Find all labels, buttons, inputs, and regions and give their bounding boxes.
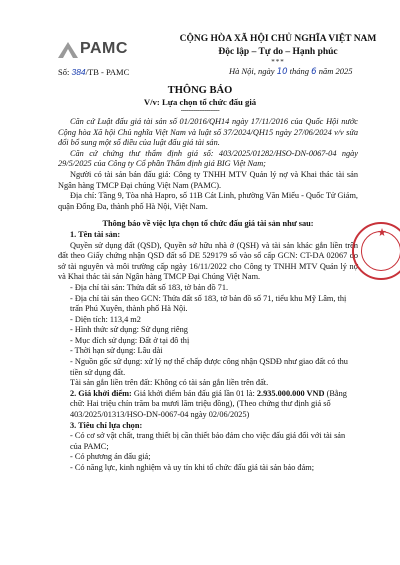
notice-heading: Thông báo về việc lựa chọn tổ chức đấu giá tài sản như sau: xyxy=(102,219,314,229)
list-item: - Nguồn gốc sử dụng: xử lý nợ thế chấp được công nhận QSDĐ như giao đất có thu tiền sử dụng đất. xyxy=(70,357,348,377)
list-item: Tài sản gắn liền trên đất: Không có tài sản gắn liền trên đất. xyxy=(70,378,269,388)
section-1-heading: 1. Tên tài sản: xyxy=(70,229,121,239)
section-3-heading: 3. Tiêu chí lựa chọn: xyxy=(70,420,143,430)
starting-price: 2.935.000.000 VND xyxy=(256,388,325,398)
document-body xyxy=(58,117,358,474)
list-item: - Có năng lực, kinh nghiệm và uy tín khi tổ chức đấu giá tài sản bảo đảm; xyxy=(70,463,315,472)
list-item: - Có cơ sở vật chất, trang thiết bị cần thiết bảo đảm cho việc đấu giá đối với tài sản của PAMC; xyxy=(70,431,346,451)
list-item: - Địa chỉ tài sản: Thửa đất số 183, tờ bản đồ 71. xyxy=(70,282,229,292)
asset-owner: Người có tài sản bán đấu giá: Công ty TNHH MTV Quản lý nợ và Khai thác tài sản Ngân hàng TMCP Đại chúng Việt Nam (PAMC). xyxy=(58,169,358,190)
handwritten-number: 384 xyxy=(71,67,86,77)
legal-basis-1: Căn cứ Luật đấu giá tài sản số 01/2016/QH14 ngày 17/11/2016 của Quốc Hội nước Cộng hòa Xã hội Chủ nghĩa Việt Nam và luật số 37/2024/QH15 ngày 27/06/2024 v/v sửa đổi bổ sung một số điều của luật đấu giá tài sản. xyxy=(58,117,358,148)
org-logo xyxy=(58,40,138,60)
title-divider: --------------------- xyxy=(180,106,220,114)
list-item: - Địa chỉ tài sản theo GCN: Thửa đất số 183, tờ bản đồ số 71, tiểu khu Mỹ Lâm, thị trấn Phú Xuyên, thành phố Hà Nội. xyxy=(70,293,347,314)
pamc-logo-icon xyxy=(58,42,78,58)
nation-heading: CỘNG HÒA XÃ HỘI CHỦ NGHĨA VIỆT NAM xyxy=(179,34,377,44)
legal-basis-2: Căn cứ chứng thư thẩm định giá số: 403/2025/01282/HSO-DN-0067-04 ngày 29/5/2025 của Công ty Cổ phần Thẩm định giá BIG Việt Nam; xyxy=(58,148,358,169)
motto: Độc lập – Tự do – Hạnh phúc xyxy=(218,47,338,57)
owner-address: Địa chỉ: Tầng 9, Tòa nhà Hapro, số 11B Cát Linh, phường Văn Miếu - Quốc Tử Giám, quận Đống Đa, thành phố Hà Nội, Việt Nam. xyxy=(58,191,358,211)
document-title: THÔNG BÁO xyxy=(167,85,233,96)
logo-text: PAMC xyxy=(80,40,128,57)
company-seal xyxy=(352,222,400,280)
seal-star-icon xyxy=(378,228,386,236)
list-item: - Thời hạn sử dụng: Lâu dài xyxy=(70,346,163,356)
asset-description: Quyền sử dụng đất (QSD), Quyền sở hữu nhà ở (QSH) và tài sản khác gắn liền trên đất theo Giấy chứng nhận QSD đất số DE 529179 số vào sổ cấp GCN: CT-DA 02067 do sở tài nguyên và môi trường cấp ngày 16/11/2022 cho Công ty TNHH MTV Quản lý nợ và Khai thác tài sản Ngân hàng TMCP Đại Chúng Việt Nam. xyxy=(58,240,358,282)
list-item: - Có phương án đấu giá; xyxy=(70,452,151,462)
list-item: - Hình thức sử dụng: Sử dụng riêng xyxy=(70,325,188,335)
document-number: Số: 384/TB - PAMC xyxy=(58,67,130,77)
document-subtitle: V/v: Lựa chọn tổ chức đấu giá xyxy=(143,97,257,107)
section-2-heading: 2. Giá khởi điểm: Giá khởi điểm bán đấu giá lần 01 là: 2.935.000.000 VND (Bằng chữ: Hai triệu chín trăm ba mươi lăm triệu đồng), (Theo chứng thư định giá số 403/2025/01313/HSO-DN-0067-04 ngày 02/06/2025) xyxy=(70,388,347,420)
issue-date: Hà Nội, ngày 10 tháng 6 năm 2025 xyxy=(229,66,353,77)
list-item: - Diện tích: 113,4 m2 xyxy=(70,314,141,324)
seal-inner-ring xyxy=(361,231,400,271)
motto-stars: *** xyxy=(271,58,285,66)
list-item: - Mục đích sử dụng: Đất ở tại đô thị xyxy=(70,335,190,345)
